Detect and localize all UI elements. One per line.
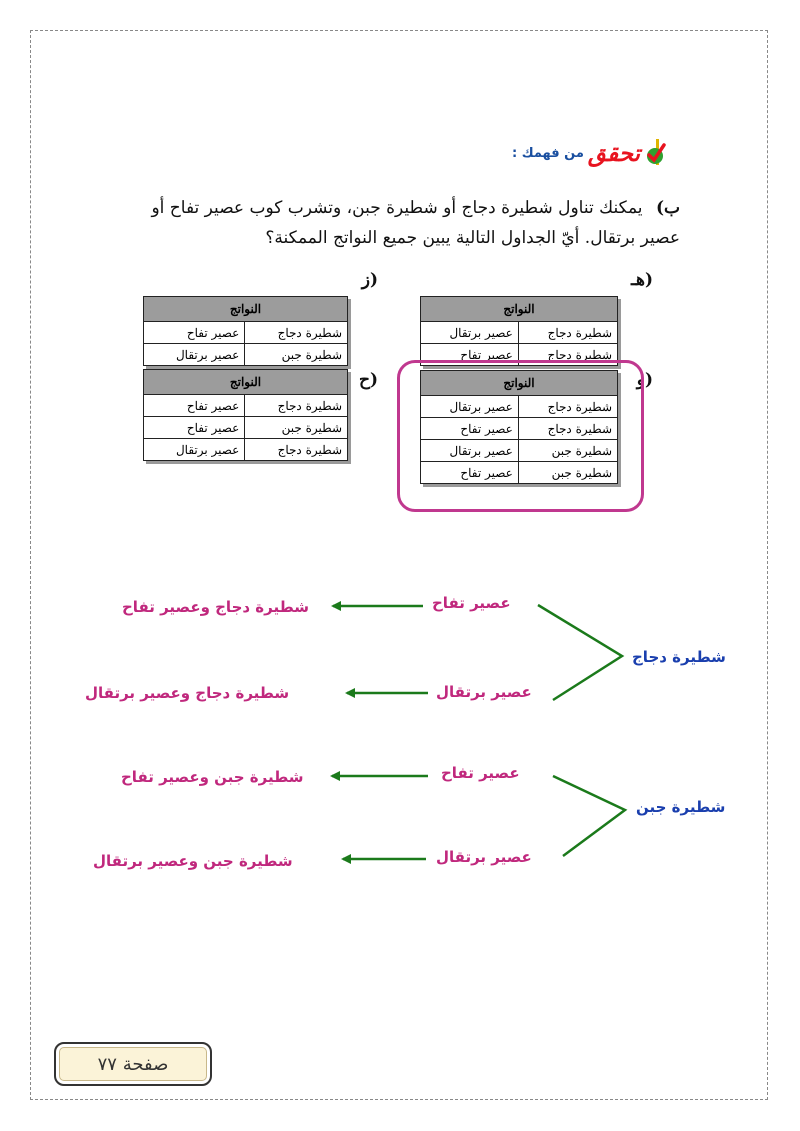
table-cell: شطيرة جبن: [518, 462, 617, 484]
table-cell: شطيرة دجاج: [518, 418, 617, 440]
heading-main: تحقق: [587, 139, 640, 167]
table-cell: عصير برتقال: [144, 344, 245, 366]
table-cell: عصير برتقال: [421, 440, 519, 462]
option-label-ha: ح): [358, 370, 378, 390]
table-cell: عصير برتقال: [144, 439, 245, 461]
tree-root-chicken: شطيرة دجاج: [632, 648, 726, 666]
table-header: النواتج: [144, 370, 348, 395]
table-cell: شطيرة دجاج: [245, 439, 348, 461]
page-number-badge: [54, 1042, 212, 1086]
table-cell: شطيرة دجاج: [245, 395, 348, 417]
table-cell: عصير تفاح: [421, 344, 519, 366]
table-cell: شطيرة دجاج: [518, 322, 617, 344]
tree-branch-apple: عصير تفاح: [441, 764, 520, 782]
table-cell: عصير تفاح: [421, 418, 519, 440]
table-cell: عصير تفاح: [144, 322, 245, 344]
table-header: النواتج: [421, 297, 618, 322]
table-header: النواتج: [421, 371, 618, 396]
table-cell: شطيرة جبن: [245, 344, 348, 366]
page-number: صفحة ٧٧: [97, 1053, 169, 1075]
table-cell: عصير تفاح: [144, 395, 245, 417]
table-cell: عصير برتقال: [421, 322, 519, 344]
table-cell: شطيرة جبن: [518, 440, 617, 462]
branch-line: [553, 776, 625, 856]
option-label-h: هـ): [631, 270, 653, 290]
option-label-w: و): [636, 370, 653, 390]
tree-branch-orange: عصير برتقال: [436, 683, 532, 701]
tree-root-cheese: شطيرة جبن: [636, 798, 726, 816]
option-label-z: ز): [361, 270, 378, 290]
heading-sub: من فهمك :: [512, 145, 584, 161]
tree-outcome: شطيرة دجاج وعصير برتقال: [85, 684, 290, 702]
tree-branch-orange: عصير برتقال: [436, 848, 532, 866]
question-text: يمكنك تناول شطيرة دجاج أو شطيرة جبن، وتشرب كوب عصير تفاح أو عصير برتقال. أيّ الجداول التالية يبين جميع النواتج الممكنة؟: [151, 198, 680, 248]
table-cell: شطيرة جبن: [245, 417, 348, 439]
tree-outcome: شطيرة دجاج وعصير تفاح: [122, 598, 309, 616]
tree-branch-apple: عصير تفاح: [432, 594, 511, 612]
branch-line: [538, 605, 622, 700]
tree-outcome: شطيرة جبن وعصير برتقال: [93, 852, 293, 870]
table-cell: شطيرة دجاج: [518, 396, 617, 418]
table-cell: شطيرة دجاج: [245, 322, 348, 344]
tree-outcome: شطيرة جبن وعصير تفاح: [121, 768, 304, 786]
question-label: ب): [655, 198, 680, 218]
table-cell: عصير تفاح: [421, 462, 519, 484]
table-cell: عصير تفاح: [144, 417, 245, 439]
table-header: النواتج: [144, 297, 348, 322]
table-cell: شطيرة دجاج: [518, 344, 617, 366]
table-cell: عصير برتقال: [421, 396, 519, 418]
